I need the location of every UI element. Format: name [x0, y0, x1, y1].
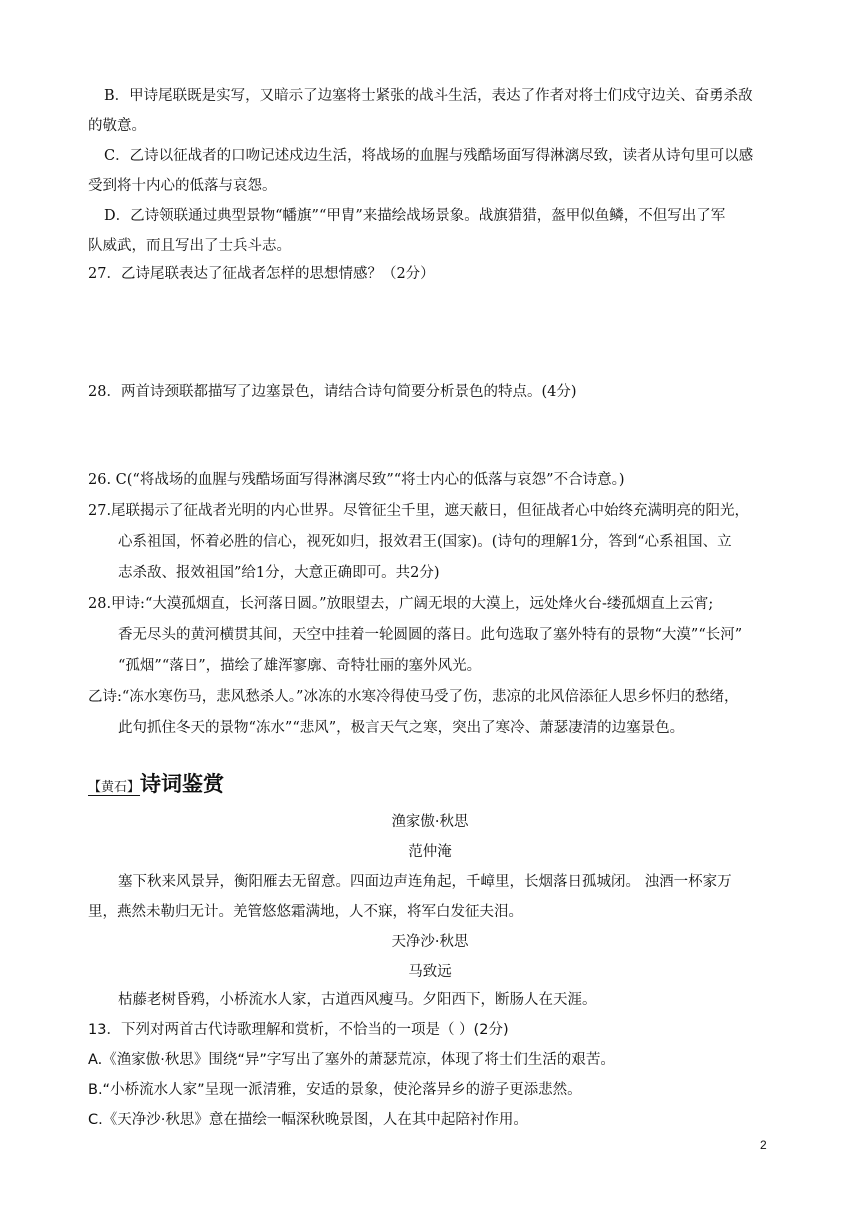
answer-26: 26. C(“将战场的血腥与残酷场面写得淋漓尽致”“将士内心的低落与哀怨”不合诗意。) — [88, 472, 625, 488]
section-heading — [88, 768, 224, 798]
q13-option-c: C.《天净沙·秋思》意在描绘一幅深秋晚景图，人在其中起陪衬作用。 — [88, 1112, 528, 1128]
answer-27-line2: 心系祖国，怀着必胜的信心，视死如归，报效君王(国家)。(诗句的理解1分，答到“心系祖国、立 — [118, 534, 732, 550]
option-c-line1: C．乙诗以征战者的口吻记述戍边生活，将战场的血腥与残酷场面写得淋漓尽致，读者从诗句里可以感 — [104, 148, 754, 164]
question-28: 28．两首诗颈联都描写了边塞景色，请结合诗句简要分析景色的特点。(4分) — [88, 384, 577, 400]
poem2-line: 枯藤老树昏鸦，小桥流水人家，古道西风瘦马。夕阳西下，断肠人在天涯。 — [118, 992, 597, 1008]
answer-27-line3: 志杀敌、报效祖国”给1分，大意正确即可。共2分) — [118, 565, 440, 581]
poem1-line1: 塞下秋来风景异，衡阳雁去无留意。四面边声连角起，千嶂里，长烟落日孤城闭。 浊酒一杯家万 — [118, 874, 732, 890]
answer-28-line2: 香无尽头的黄河横贯其间，天空中挂着一轮圆圆的落日。此句选取了塞外特有的景物“大漠”“长河” — [118, 627, 743, 643]
answer-28-line3: “孤烟”“落日”，描绘了雄浑寥廓、奇特壮丽的塞外风光。 — [118, 658, 482, 674]
answer-27-line1: 27.尾联揭示了征战者光明的内心世界。尽管征尘千里，遮天蔽日，但征战者心中始终充满明亮的阳光， — [88, 503, 750, 519]
poem1-author: 范仲淹 — [408, 844, 452, 860]
question-13: 13．下列对两首古代诗歌理解和赏析，不恰当的一项是（ ）(2分) — [88, 1022, 509, 1038]
section-tag: 【黄石】 — [88, 780, 141, 795]
page-number: 2 — [760, 1138, 767, 1152]
q13-option-b: B.“小桥流水人家”呈现一派清雅，安适的景象，使沦落异乡的游子更添悲然。 — [88, 1082, 582, 1098]
option-c-line2: 受到将十内心的低落与哀怨。 — [88, 178, 277, 194]
poem2-title: 天净沙·秋思 — [391, 934, 469, 950]
option-b-line1: B．甲诗尾联既是实写，又暗示了边塞将士紧张的战斗生活，表达了作者对将士们戍守边关、奋勇杀敌 — [104, 88, 753, 104]
option-d-line2: 队威武，而且写出了士兵斗志。 — [88, 238, 291, 254]
q13-option-a: A.《渔家傲·秋思》围绕“异”字写出了塞外的萧瑟荒凉，体现了将士们生活的艰苦。 — [88, 1052, 615, 1068]
answer-28b-line2: 此句抓住冬天的景物“冻水”“悲风”，极言天气之寒，突出了寒冷、萧瑟凄清的边塞景色。 — [118, 720, 685, 736]
section-title: 诗词鉴赏 — [140, 772, 225, 796]
poem1-line2: 里，燕然未勒归无计。羌管悠悠霜满地，人不寐，将军白发征夫泪。 — [88, 904, 523, 920]
answer-28b-line1: 乙诗:“冻水寒伤马，悲风愁杀人。”冰冻的水寒冷得使马受了伤，悲凉的北风倍添征人思乡怀归的愁绪， — [88, 689, 739, 705]
poem2-author: 马致远 — [408, 964, 452, 980]
option-b-line2: 的敬意。 — [88, 118, 146, 134]
answer-28-line1: 28.甲诗:“大漠孤烟直，长河落日圆。”放眼望去，广阔无垠的大漠上，远处烽火台-缕孤烟直上云宵; — [88, 596, 714, 612]
poem1-title: 渔家傲·秋思 — [391, 814, 469, 830]
option-d-line1: D．乙诗领联通过典型景物“幡旗”“甲胄”来描绘战场景象。战旗猎猎，盔甲似鱼鳞，不但写出了军 — [104, 208, 726, 224]
question-27: 27．乙诗尾联表达了征战者怎样的思想情感？（2分） — [88, 266, 435, 282]
